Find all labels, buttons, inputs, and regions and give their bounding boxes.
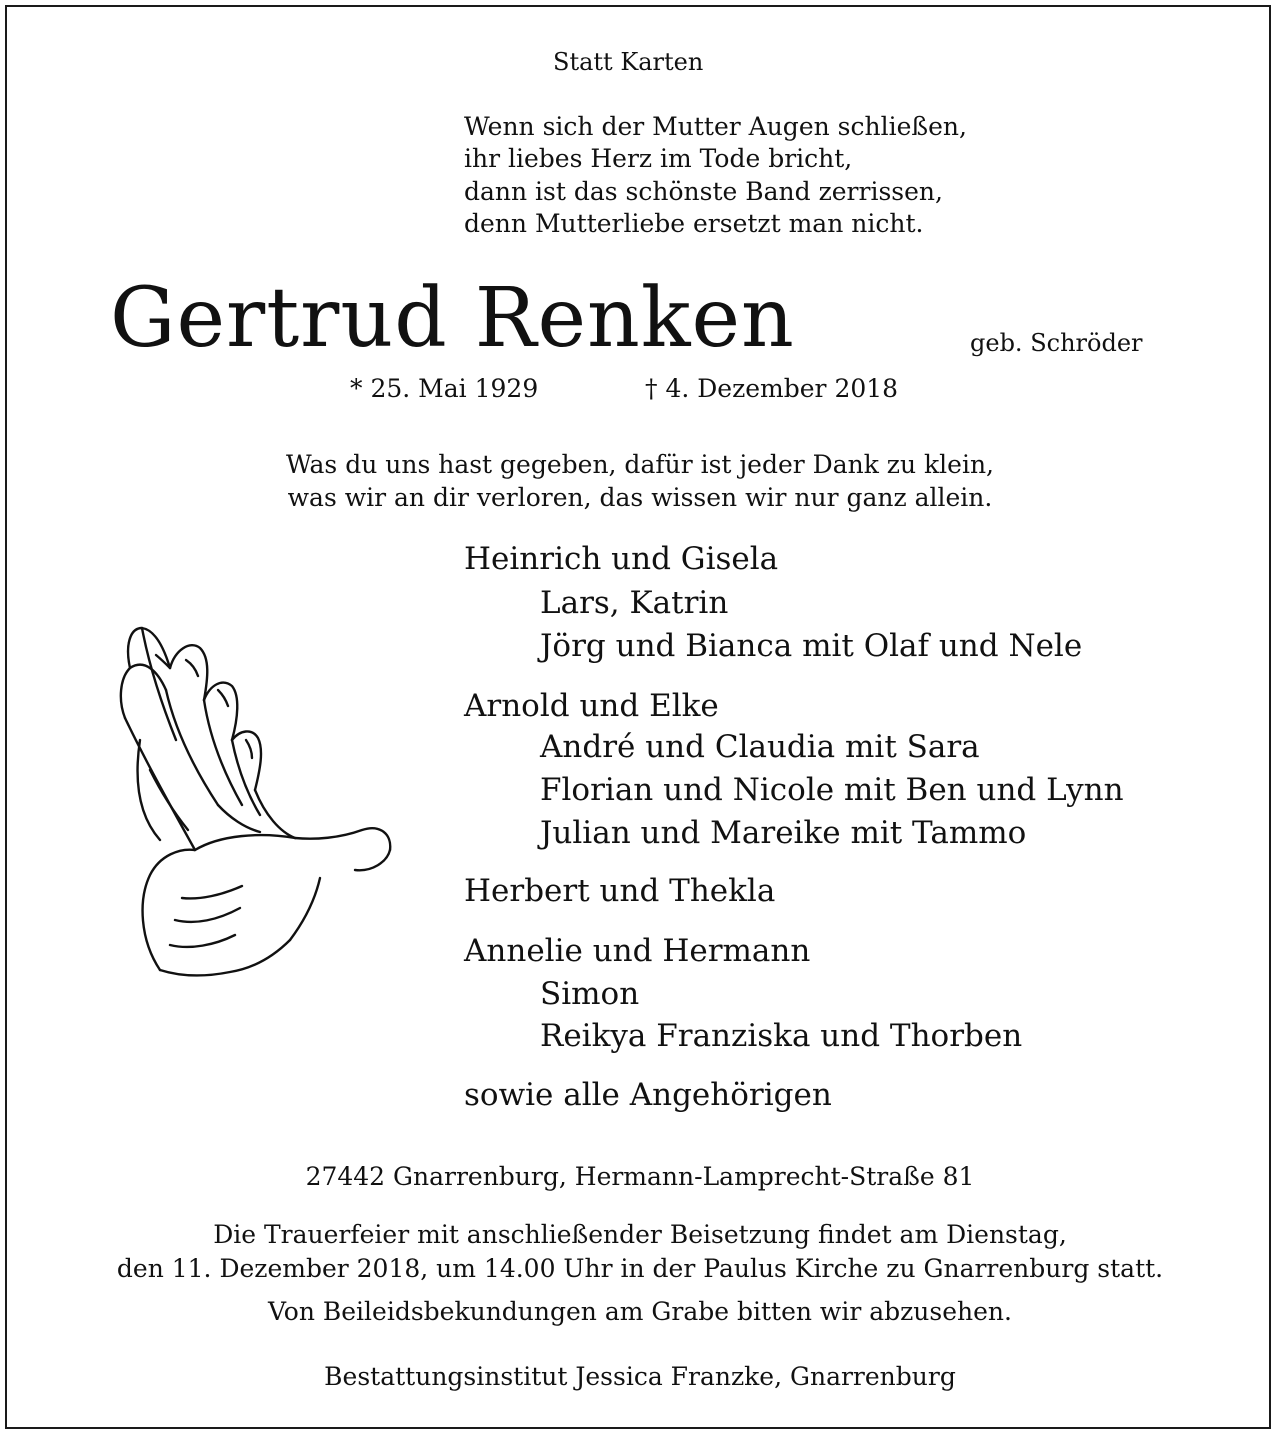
mourner-group-2-lead: Arnold und Elke xyxy=(464,688,719,724)
funeral-notice-line-1: Die Trauerfeier mit anschließender Beisetzung findet am Dienstag, xyxy=(213,1220,1067,1249)
death-date: † 4. Dezember 2018 xyxy=(645,374,899,403)
statt-karten-label: Statt Karten xyxy=(553,48,704,76)
maiden-name: geb. Schröder xyxy=(970,329,1143,357)
poem-top-line-4: denn Mutterliebe ersetzt man nicht. xyxy=(464,209,924,238)
poem-bottom-line-1: Was du uns hast gegeben, dafür ist jeder Dank zu klein, xyxy=(285,450,995,479)
poem-top-line-3: dann ist das schönste Band zerrissen, xyxy=(464,177,943,206)
mourner-group-4-sub-1: Simon xyxy=(540,976,640,1012)
mourner-group-1-lead: Heinrich und Gisela xyxy=(464,541,779,577)
mourner-group-1-sub-1: Lars, Katrin xyxy=(540,585,729,621)
mourner-closing: sowie alle Angehörigen xyxy=(464,1077,832,1113)
condolence-note: Von Beileidsbekundungen am Grabe bitten wir abzusehen. xyxy=(268,1297,1012,1326)
mourner-group-2-sub-1: André und Claudia mit Sara xyxy=(540,729,980,765)
poem-top-line-1: Wenn sich der Mutter Augen schließen, xyxy=(464,112,967,141)
mourner-group-1-sub-2: Jörg und Bianca mit Olaf und Nele xyxy=(540,628,1083,664)
mourner-group-2-sub-2: Florian und Nicole mit Ben und Lynn xyxy=(540,772,1124,808)
poem-bottom-line-2: was wir an dir verloren, das wissen wir nur ganz allein. xyxy=(287,483,993,512)
mourner-group-3-lead: Herbert und Thekla xyxy=(464,873,776,909)
mourner-group-4-sub-2: Reikya Franziska und Thorben xyxy=(540,1018,1023,1054)
mourner-group-2-sub-3: Julian und Mareike mit Tammo xyxy=(540,815,1027,851)
mourner-group-4-lead: Annelie und Hermann xyxy=(464,933,811,969)
funeral-notice-line-2: den 11. Dezember 2018, um 14.00 Uhr in der Paulus Kirche zu Gnarrenburg statt. xyxy=(116,1254,1164,1283)
deceased-name: Gertrud Renken xyxy=(110,271,795,366)
poem-top-line-2: ihr liebes Herz im Tode bricht, xyxy=(464,144,853,173)
undertaker: Bestattungsinstitut Jessica Franzke, Gnarrenburg xyxy=(324,1362,956,1391)
birth-date: * 25. Mai 1929 xyxy=(350,374,539,403)
address: 27442 Gnarrenburg, Hermann-Lamprecht-Straße 81 xyxy=(305,1162,975,1191)
praying-hands-icon xyxy=(100,600,410,1010)
